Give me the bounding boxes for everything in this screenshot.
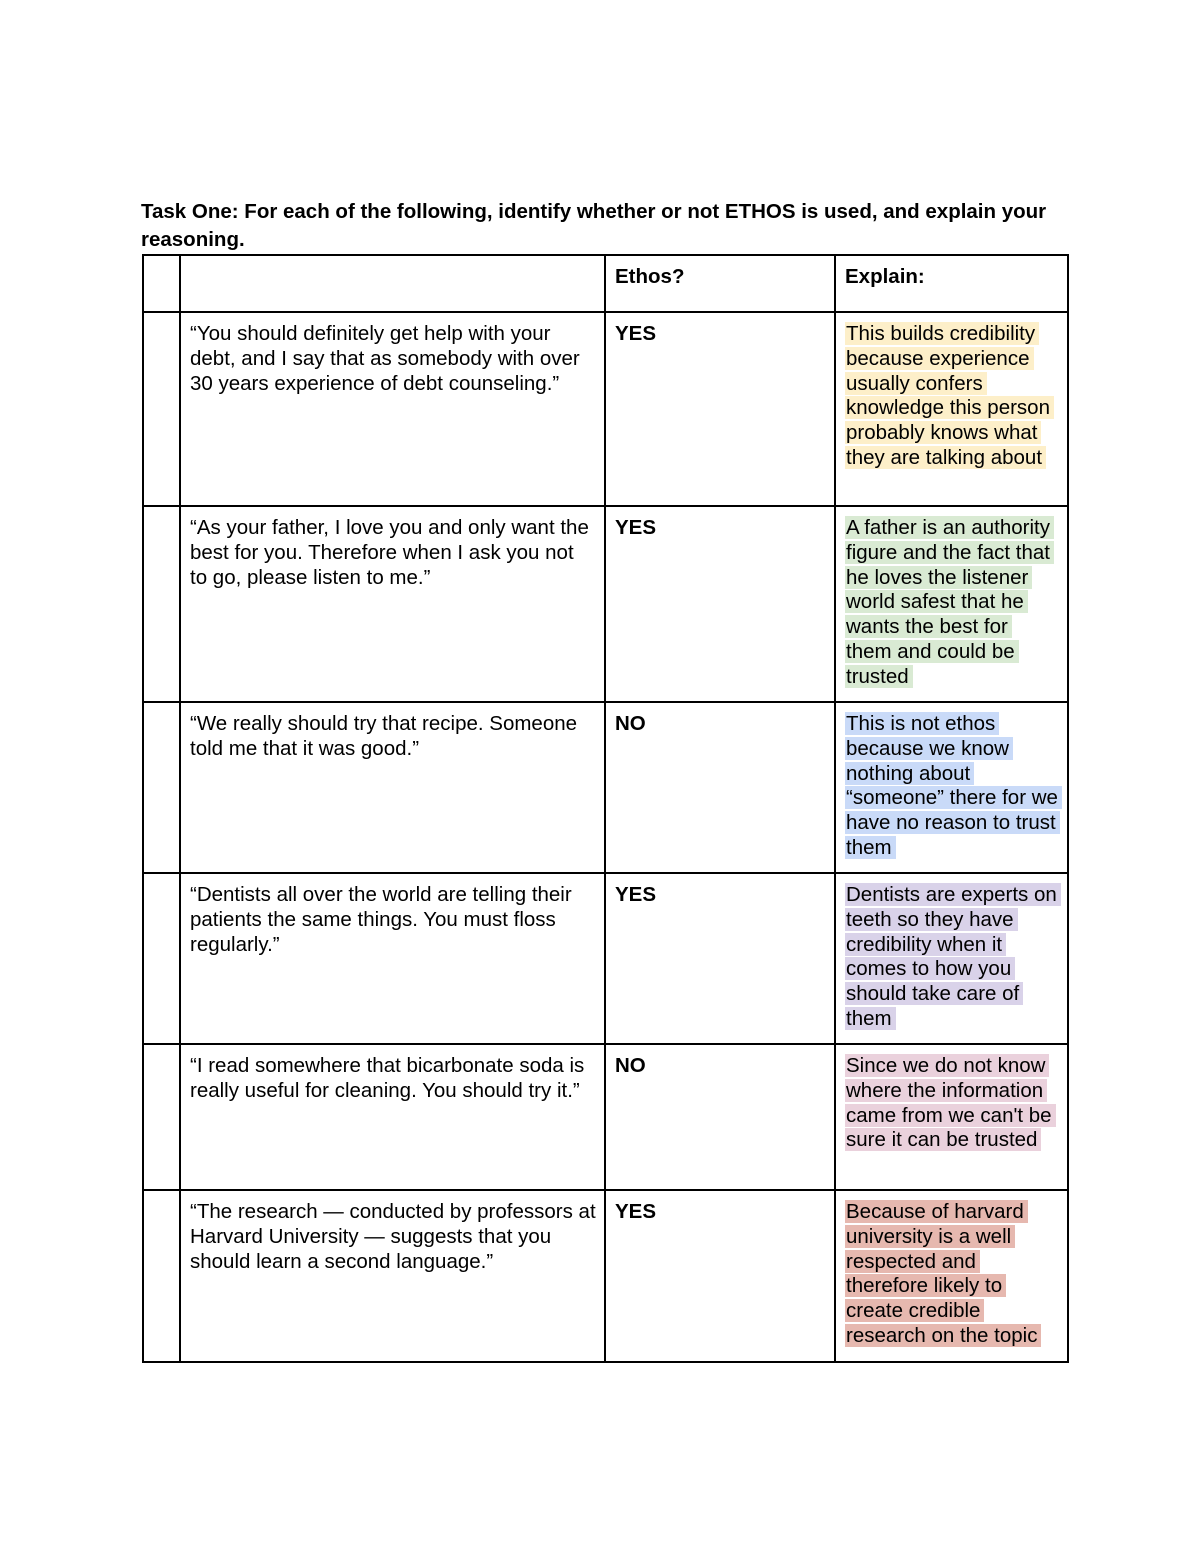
table-row — [143, 702, 1068, 873]
explanation-highlight: This is not ethos because we know nothing about “someone” there for we have no reason to trust them — [845, 712, 1062, 859]
ethos-answer: NO — [605, 702, 835, 873]
explanation-highlight: A father is an authority figure and the fact that he loves the listener world safest that he wants the best for them and could be trusted — [845, 516, 1054, 688]
index-cell — [143, 702, 180, 873]
ethos-answer: YES — [605, 873, 835, 1044]
index-cell — [143, 1044, 180, 1190]
index-cell — [143, 312, 180, 506]
table-row — [143, 873, 1068, 1044]
ethos-answer: YES — [605, 1190, 835, 1362]
statement-cell: “We really should try that recipe. Someone told me that it was good.” — [180, 702, 605, 873]
explanation-highlight: Since we do not know where the information came from we can't be sure it can be trusted — [845, 1054, 1056, 1151]
table-row — [143, 506, 1068, 702]
table-row — [143, 1190, 1068, 1362]
statement-cell: “I read somewhere that bicarbonate soda is really useful for cleaning. You should try it.” — [180, 1044, 605, 1190]
explanation-cell — [835, 312, 1068, 506]
ethos-table — [142, 254, 1069, 1363]
explanation-cell — [835, 506, 1068, 702]
task-instructions: Task One: For each of the following, identify whether or not ETHOS is used, and explain your reasoning. — [141, 200, 1047, 251]
explanation-cell — [835, 873, 1068, 1044]
header-ethos: Ethos? — [605, 255, 835, 312]
explanation-cell — [835, 702, 1068, 873]
table-header-row — [143, 255, 1068, 312]
header-statement — [180, 255, 605, 312]
ethos-answer: YES — [605, 312, 835, 506]
statement-cell: “Dentists all over the world are telling their patients the same things. You must floss regularly.” — [180, 873, 605, 1044]
index-cell — [143, 255, 180, 312]
statement-cell: “As your father, I love you and only want the best for you. Therefore when I ask you not to go, please listen to me.” — [180, 506, 605, 702]
statement-cell: “You should definitely get help with your debt, and I say that as somebody with over 30 years experience of debt counseling.” — [180, 312, 605, 506]
header-explain: Explain: — [835, 255, 1068, 312]
explanation-highlight: Dentists are experts on teeth so they have credibility when it comes to how you should take care of them — [845, 883, 1061, 1030]
explanation-highlight: This builds credibility because experience usually confers knowledge this person probably knows what they are talking about — [845, 322, 1054, 469]
ethos-answer: YES — [605, 506, 835, 702]
explanation-highlight: Because of harvard university is a well respected and therefore likely to create credible research on the topic — [845, 1200, 1041, 1347]
index-cell — [143, 506, 180, 702]
explanation-cell — [835, 1190, 1068, 1362]
explanation-cell — [835, 1044, 1068, 1190]
index-cell — [143, 873, 180, 1044]
ethos-answer: NO — [605, 1044, 835, 1190]
index-cell — [143, 1190, 180, 1362]
statement-cell: “The research — conducted by professors at Harvard University — suggests that you should learn a second language.” — [180, 1190, 605, 1362]
table-row — [143, 1044, 1068, 1190]
table-row — [143, 312, 1068, 506]
